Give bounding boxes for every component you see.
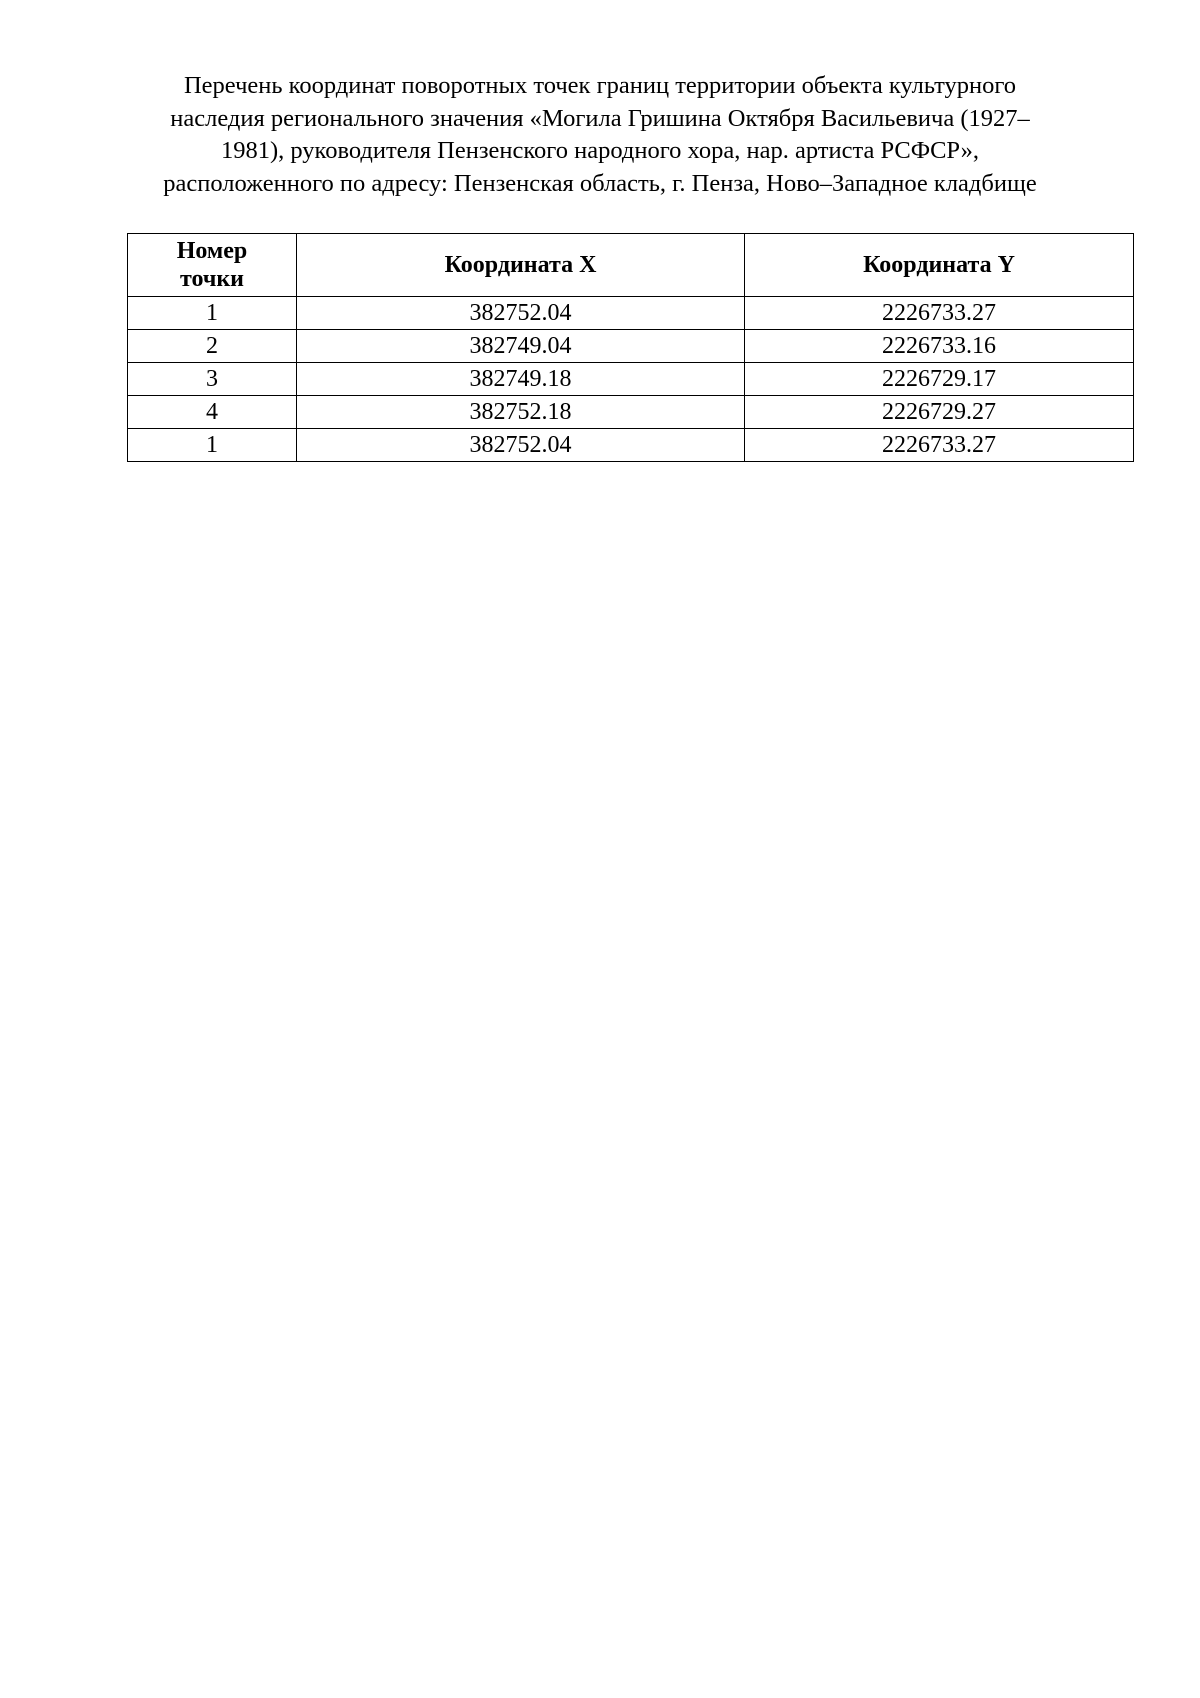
table-row xyxy=(128,363,1134,396)
table-header-row xyxy=(128,234,1134,297)
title-line: расположенного по адресу: Пензенская область, г. Пенза, Ново–Западное кладбище xyxy=(163,169,1037,197)
cell-coordinate-x: 382752.04 xyxy=(297,297,745,330)
cell-coordinate-x: 382749.04 xyxy=(297,330,745,363)
coordinates-table xyxy=(127,233,1134,462)
cell-coordinate-y: 2226733.16 xyxy=(745,330,1134,363)
cell-coordinate-x: 382752.18 xyxy=(297,396,745,429)
table-row xyxy=(128,396,1134,429)
cell-point-number: 2 xyxy=(128,330,297,363)
cell-coordinate-y: 2226733.27 xyxy=(745,429,1134,462)
cell-coordinate-x: 382752.04 xyxy=(297,429,745,462)
header-coordinate-y: Координата Y xyxy=(745,234,1134,297)
title-line: наследия регионального значения «Могила Гришина Октября Васильевича (1927– xyxy=(170,104,1030,132)
cell-coordinate-y: 2226729.17 xyxy=(745,363,1134,396)
cell-coordinate-y: 2226733.27 xyxy=(745,297,1134,330)
header-point-line2: точки xyxy=(179,266,245,292)
table-row xyxy=(128,429,1134,462)
cell-coordinate-x: 382749.18 xyxy=(297,363,745,396)
table-row xyxy=(128,297,1134,330)
table-row xyxy=(128,330,1134,363)
document-title xyxy=(120,70,1080,200)
cell-point-number: 1 xyxy=(128,429,297,462)
cell-point-number: 3 xyxy=(128,363,297,396)
header-point-number xyxy=(128,234,297,297)
header-coordinate-x: Координата X xyxy=(297,234,745,297)
cell-point-number: 4 xyxy=(128,396,297,429)
cell-point-number: 1 xyxy=(128,297,297,330)
title-line: 1981), руководителя Пензенского народного хора, нар. артиста РСФСР», xyxy=(220,137,980,164)
header-point-line1: Номер xyxy=(176,238,248,264)
title-line: Перечень координат поворотных точек границ территории объекта культурного xyxy=(183,72,1017,99)
cell-coordinate-y: 2226729.27 xyxy=(745,396,1134,429)
